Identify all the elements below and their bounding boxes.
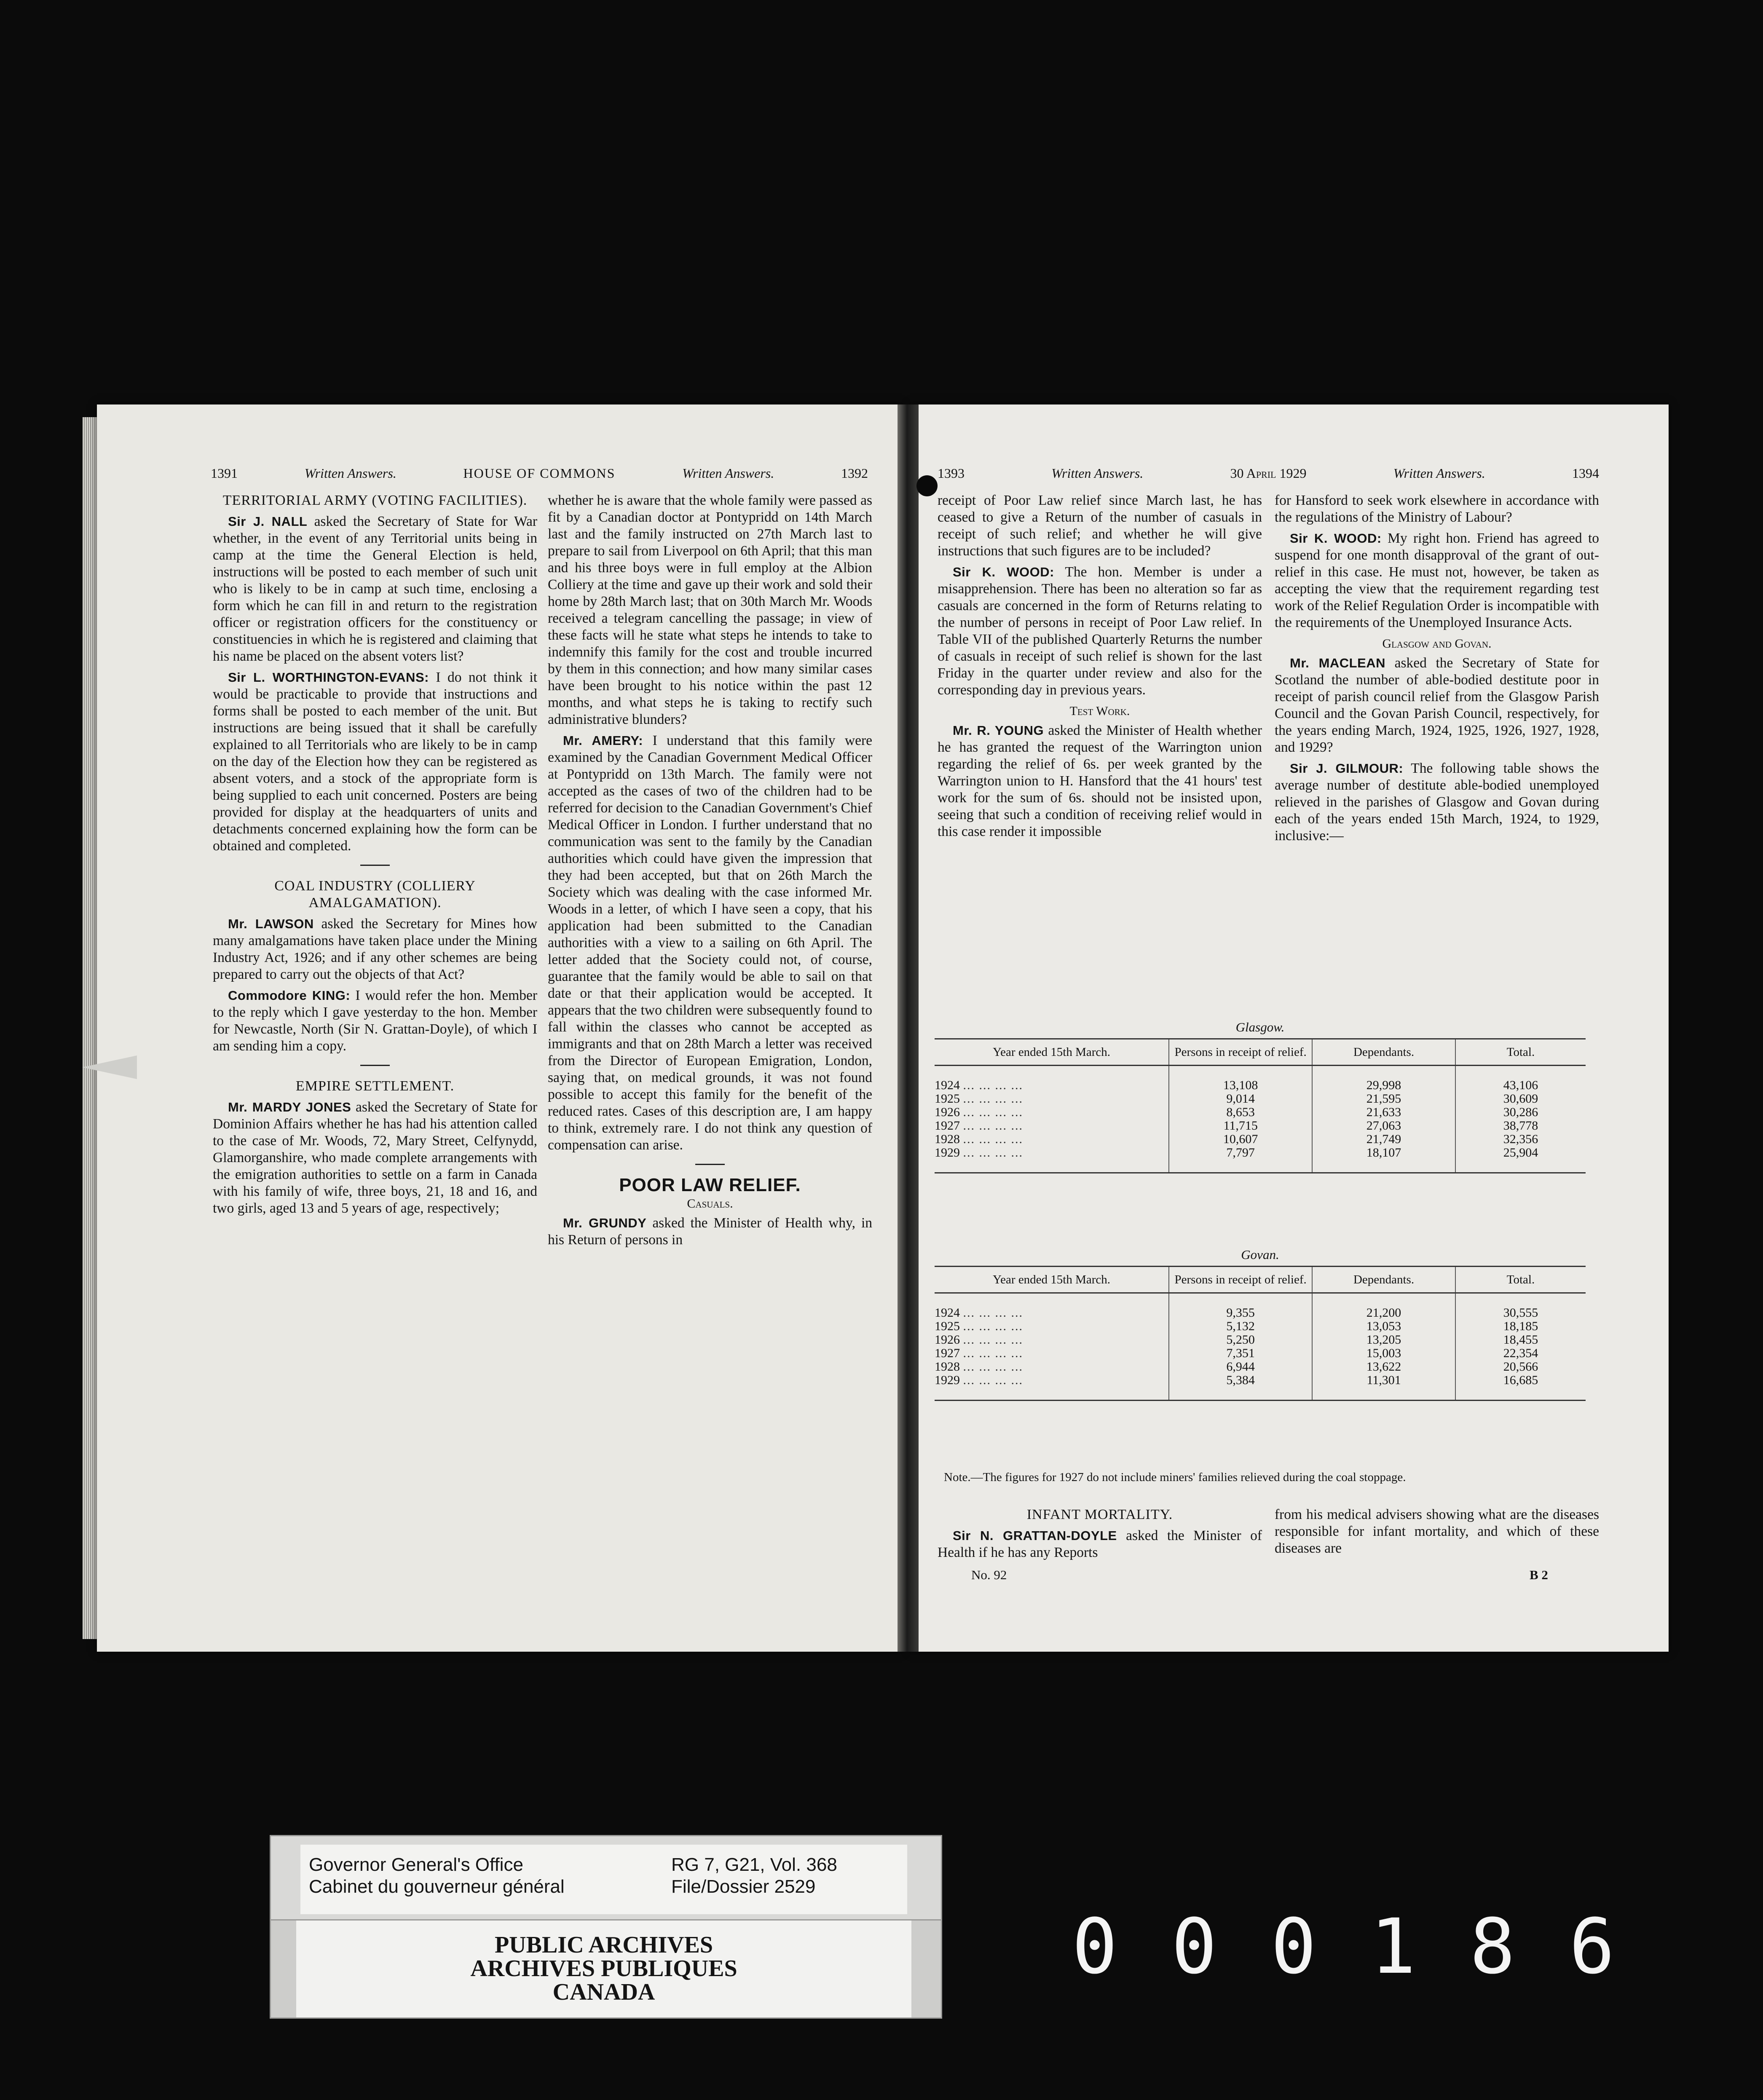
paragraph <box>938 722 1262 840</box>
year-cell <box>935 1133 1169 1146</box>
running-date: 30 April 1929 <box>1230 466 1307 481</box>
speaker-name: Mr. GRUNDY <box>563 1216 647 1230</box>
dot-leader: ... ... ... ... <box>963 1333 1023 1347</box>
running-head-left <box>211 466 868 481</box>
stamp-line: CANADA <box>552 1979 655 2005</box>
year-value: 1926 <box>935 1333 960 1347</box>
frame-digit: 8 <box>1469 1902 1517 1991</box>
dot-leader: ... ... ... ... <box>963 1373 1023 1387</box>
paragraph <box>548 732 872 1154</box>
frame-number <box>1062 1904 1626 1989</box>
column-5 <box>938 1506 1262 1565</box>
dependants-cell: 13,622 <box>1312 1360 1455 1374</box>
column-6 <box>1275 1506 1599 1561</box>
dependants-cell: 11,301 <box>1312 1374 1455 1401</box>
glasgow-table-block <box>935 1020 1586 1173</box>
total-cell: 25,904 <box>1455 1146 1586 1173</box>
paragraph <box>213 916 537 983</box>
dependants-cell: 13,053 <box>1312 1320 1455 1333</box>
glasgow-table <box>935 1038 1586 1173</box>
persons-cell: 13,108 <box>1169 1066 1312 1093</box>
paragraph-text: I do not think it would be practicable to provide that instructions and forms shall be posted to each member of the unit. But instructions are being issued that it shall be carefully explained to all Territorials who are likely to be in camp on the day of the Election how they can be registered as absent voters, and a stock of the appropriate form is being supplied to each unit concerned. Posters are being provided for display at the headquarters of units and detachments concerned explaining how the form can be obtained and completed. <box>213 670 537 854</box>
paragraph <box>213 987 537 1055</box>
subheading: Casuals. <box>687 1197 733 1211</box>
speaker-name: Sir J. GILMOUR: <box>1290 761 1404 776</box>
dot-leader: ... ... ... ... <box>963 1360 1023 1374</box>
subheading: Glasgow and Govan. <box>1382 637 1492 651</box>
table-row <box>935 1374 1586 1401</box>
paragraph-text: The following table shows the average number of destitute able-bodied unemployed relieved in the parishes of Glasgow and Govan during each of the years ended 15th March, 1924, to 1929, inclusive:— <box>1275 761 1599 844</box>
govan-table-block <box>935 1247 1586 1401</box>
dot-leader: ... ... ... ... <box>963 1092 1023 1106</box>
year-value: 1927 <box>935 1346 960 1360</box>
speaker-name: Sir J. NALL <box>228 514 308 529</box>
speaker-name: Mr. LAWSON <box>228 916 314 931</box>
divider <box>695 1164 725 1165</box>
year-cell <box>935 1333 1169 1347</box>
paragraph-text: asked the Minister of Health why, in his Return of persons in <box>548 1215 872 1248</box>
archive-stamp-label <box>270 1919 942 2019</box>
paragraph: receipt of Poor Law relief since March last, he has ceased to give a Return of the number of casuals in receipt of such relief; and whether he will give instructions that such figures are to be included? <box>938 493 1262 559</box>
frame-digit: 6 <box>1569 1902 1617 1991</box>
total-cell: 30,609 <box>1455 1092 1586 1106</box>
book-gutter <box>898 404 919 1652</box>
column-header: Total. <box>1455 1039 1586 1066</box>
paragraph: for Hansford to seek work elsewhere in accordance with the regulations of the Ministry of Labour? <box>1275 493 1599 525</box>
label-line: Governor General's Office <box>309 1854 523 1875</box>
running-head-right <box>938 466 1599 481</box>
stamp-line: ARCHIVES PUBLIQUES <box>470 1955 737 1982</box>
frame-digit: 0 <box>1072 1902 1120 1991</box>
label-line: Cabinet du gouverneur général <box>309 1876 565 1897</box>
dot-leader: ... ... ... ... <box>963 1119 1023 1133</box>
year-value: 1924 <box>935 1078 960 1092</box>
column-header: Dependants. <box>1312 1039 1455 1066</box>
section-heading-large: POOR LAW RELIEF. <box>619 1175 801 1195</box>
dependants-cell: 21,633 <box>1312 1106 1455 1119</box>
persons-cell: 8,653 <box>1169 1106 1312 1119</box>
table-row <box>935 1293 1586 1320</box>
persons-cell: 9,014 <box>1169 1092 1312 1106</box>
persons-cell: 5,384 <box>1169 1374 1312 1401</box>
paragraph-text: I would refer the hon. Member to the reply which I gave yesterday to the hon. Member for Newcastle, North (Sir N. Grattan-Doyle), of which I am sending him a copy. <box>213 988 538 1054</box>
hole-punch <box>916 475 938 496</box>
year-cell <box>935 1119 1169 1133</box>
year-value: 1924 <box>935 1306 960 1320</box>
govan-table <box>935 1266 1586 1401</box>
paragraph: from his medical advisers showing what are the diseases responsible for infant mortality, and which of these diseases are <box>1275 1507 1599 1556</box>
persons-cell: 5,132 <box>1169 1320 1312 1333</box>
year-cell <box>935 1347 1169 1360</box>
dependants-cell: 21,749 <box>1312 1133 1455 1146</box>
table-title: Govan. <box>1241 1247 1279 1262</box>
signature-mark: B 2 <box>1530 1567 1548 1582</box>
table-body <box>935 1293 1586 1401</box>
persons-cell: 11,715 <box>1169 1119 1312 1133</box>
paragraph <box>213 669 537 854</box>
running-section: Written Answers. <box>682 466 774 481</box>
section-heading: COAL INDUSTRY (COLLIERY AMALGAMATION). <box>274 878 476 911</box>
persons-cell: 5,250 <box>1169 1333 1312 1347</box>
paragraph <box>1275 530 1599 631</box>
frame-digit: 0 <box>1171 1902 1219 1991</box>
running-section: Written Answers. <box>1051 466 1144 481</box>
speaker-name: Commodore KING: <box>228 988 351 1003</box>
running-section: Written Answers. <box>304 466 397 481</box>
speaker-name: Sir N. GRATTAN-DOYLE <box>953 1528 1117 1543</box>
page-number: 1391 <box>211 466 238 481</box>
paragraph: whether he is aware that the whole family were passed as fit by a Canadian doctor at Pontypridd on 14th March last and the family instructed on 27th March last to prepare to sail from Liverpool on 6th April; that this man and his three boys were in full employ at the Albion Colliery at the time and gave up their work and sold their home by 28th March last; that on 30th March Mr. Woods received a telegram cancelling the passage; in view of these facts will he state what steps he intends to take to indemnify this family for the cost and trouble incurred by them in this connection; and how many similar cases have been brought to his notice within the past 12 months, and what steps he is taking to rectify such administrative blunders? <box>548 493 872 727</box>
paragraph-text: My right hon. Friend has agreed to suspend for one month disapproval of the grant of out-relief in this case. He must not, however, be taken as accepting the view that the requirement regarding test work of the Relief Regulation Order is incompatible with the requirements of the Unemployed Insurance Acts. <box>1275 530 1599 630</box>
year-value: 1926 <box>935 1105 960 1119</box>
total-cell: 32,356 <box>1455 1133 1586 1146</box>
table-row <box>935 1146 1586 1173</box>
paragraph <box>938 1527 1262 1561</box>
dependants-cell: 13,205 <box>1312 1333 1455 1347</box>
label-office <box>309 1854 565 1898</box>
column-header: Persons in receipt of relief. <box>1169 1039 1312 1066</box>
year-value: 1925 <box>935 1319 960 1333</box>
speaker-name: Mr. MARDY JONES <box>228 1100 351 1114</box>
persons-cell: 6,944 <box>1169 1360 1312 1374</box>
subheading: Test Work. <box>1069 704 1130 718</box>
speaker-name: Mr. R. YOUNG <box>953 723 1044 738</box>
stamp-line: PUBLIC ARCHIVES <box>494 1932 713 1958</box>
total-cell: 16,685 <box>1455 1374 1586 1401</box>
label-card <box>300 1845 907 1914</box>
table-row <box>935 1066 1586 1093</box>
year-value: 1928 <box>935 1360 960 1374</box>
page-number: 1393 <box>938 466 965 481</box>
column-3 <box>938 492 1262 844</box>
table-row <box>935 1106 1586 1119</box>
year-cell <box>935 1106 1169 1119</box>
speaker-name: Sir K. WOOD: <box>1290 531 1382 546</box>
table-row <box>935 1092 1586 1106</box>
pen-tip <box>82 1055 137 1079</box>
running-title: HOUSE OF COMMONS <box>463 466 616 481</box>
section-heading: EMPIRE SETTLEMENT. <box>295 1078 455 1094</box>
column-header: Year ended 15th March. <box>935 1039 1169 1066</box>
total-cell: 22,354 <box>1455 1347 1586 1360</box>
table-header-row <box>935 1039 1586 1066</box>
column-1 <box>213 492 537 1221</box>
total-cell: 20,566 <box>1455 1360 1586 1374</box>
column-header: Year ended 15th March. <box>935 1267 1169 1293</box>
total-cell: 30,555 <box>1455 1293 1586 1320</box>
paragraph-text: asked the Minister of Health if he has any Reports <box>938 1528 1262 1560</box>
page-number: 1392 <box>841 466 868 481</box>
total-cell: 30,286 <box>1455 1106 1586 1119</box>
dot-leader: ... ... ... ... <box>963 1346 1023 1360</box>
dependants-cell: 15,003 <box>1312 1347 1455 1360</box>
dot-leader: ... ... ... ... <box>963 1146 1023 1160</box>
table-title: Glasgow. <box>1235 1020 1285 1034</box>
table-row <box>935 1320 1586 1333</box>
label-line: RG 7, G21, Vol. 368 <box>671 1854 837 1875</box>
year-value: 1929 <box>935 1373 960 1387</box>
divider <box>360 865 390 866</box>
dot-leader: ... ... ... ... <box>963 1132 1023 1146</box>
year-cell <box>935 1066 1169 1093</box>
label-reference <box>671 1854 837 1898</box>
column-2 <box>548 492 872 1253</box>
speaker-name: Sir K. WOOD: <box>953 565 1054 579</box>
table-row <box>935 1119 1586 1133</box>
dot-leader: ... ... ... ... <box>963 1306 1023 1320</box>
paragraph <box>938 564 1262 699</box>
paragraph-text: I understand that this family were examined by the Canadian Government Medical Officer at Pontypridd on 13th March. The family were not accepted as the cases of two of the children had to be referred for decision to the Canadian Government's Chief Medical Officer in London. I further understand that no communication was sent to the family by the Canadian authorities which could have given the impression that they had been accepted, but that on 26th March the Society which was dealing with the case informed Mr. Woods in a letter, of which I have seen a copy, that his application had been submitted to the Canadian authorities with a view to a sailing on 6th April. The letter added that the Society could not, of course, guarantee that the family would be able to sail on that date or that their application would be accepted. It appears that the two children were subsequently found to fall within the classes who cannot be accepted as immigrants and that on 28th March a letter was received from the Director of European Emigration, London, saying that, on medical grounds, it was not found possible to accept this family for the benefit of the reduced rates. Cases of this description are, I am happy to think, extremely rare. I do not think any question of compensation can arise. <box>548 733 873 1153</box>
dependants-cell: 21,595 <box>1312 1092 1455 1106</box>
paragraph <box>1275 655 1599 756</box>
paragraph-text: The hon. Member is under a misapprehension. There has been no alteration so far as casuals are concerned in the form of Returns relating to the number of persons in receipt of Poor Law relief. In Table VII of the published Quarterly Returns the number of casuals in receipt of such relief is shown for the last Friday in the quarter under review and also for the corresponding day in previous years. <box>938 564 1262 698</box>
year-value: 1929 <box>935 1146 960 1160</box>
year-value: 1927 <box>935 1119 960 1133</box>
dependants-cell: 18,107 <box>1312 1146 1455 1173</box>
dot-leader: ... ... ... ... <box>963 1078 1023 1092</box>
table-row <box>935 1360 1586 1374</box>
total-cell: 38,778 <box>1455 1119 1586 1133</box>
year-cell <box>935 1360 1169 1374</box>
column-header: Dependants. <box>1312 1267 1455 1293</box>
paragraph-text: asked the Secretary of State for War whether, in the event of any Territorial units being in camp at the time the General Election is held, instructions will be posted to each member of such unit who is likely to be in camp at such time, enclosing a form which he can fill in and return to the registration officer or registration officers for the constituency or constituencies in which he is registered and claiming that his name be placed on the absent voters list? <box>213 514 537 664</box>
table-row <box>935 1347 1586 1360</box>
persons-cell: 7,797 <box>1169 1146 1312 1173</box>
running-section: Written Answers. <box>1393 466 1485 481</box>
paragraph-text: asked the Secretary of State for Scotland the number of able-bodied destitute poor in receipt of parish council relief from the Glasgow Parish Council and the Govan Parish Council, respectively, for the years ending March, 1924, 1925, 1926, 1927, 1928, and 1929? <box>1275 655 1599 755</box>
persons-cell: 10,607 <box>1169 1133 1312 1146</box>
year-cell <box>935 1374 1169 1401</box>
frame-digit: 1 <box>1370 1902 1418 1991</box>
dot-leader: ... ... ... ... <box>963 1105 1023 1119</box>
dot-leader: ... ... ... ... <box>963 1319 1023 1333</box>
table-header-row <box>935 1267 1586 1293</box>
paragraph <box>548 1215 872 1248</box>
persons-cell: 7,351 <box>1169 1347 1312 1360</box>
stamp-card <box>296 1921 911 2017</box>
dependants-cell: 27,063 <box>1312 1119 1455 1133</box>
total-cell: 43,106 <box>1455 1066 1586 1093</box>
page-number: 1394 <box>1572 466 1599 481</box>
total-cell: 18,455 <box>1455 1333 1586 1347</box>
paragraph-text: asked the Secretary of State for Dominion Affairs whether he has had his attention called to the case of Mr. Woods, 72, Mary Street, Celfynydd, Glamorganshire, who made complete arrangements with the emigration authorities to settle on a farm in Canada with his family of wife, three boys, 21, 18 and 16, and two girls, aged 13 and 5 years of age, respectively; <box>213 1099 537 1216</box>
column-header: Total. <box>1455 1267 1586 1293</box>
column-header: Persons in receipt of relief. <box>1169 1267 1312 1293</box>
paragraph <box>213 513 537 665</box>
table-row <box>935 1133 1586 1146</box>
issue-number: No. 92 <box>971 1567 1007 1582</box>
year-cell <box>935 1293 1169 1320</box>
year-cell <box>935 1320 1169 1333</box>
section-heading: TERRITORIAL ARMY (VOTING FACILITIES). <box>222 493 528 508</box>
archive-reference-label <box>270 1835 942 1922</box>
paragraph-text: asked the Minister of Health whether he has granted the request of the Warrington union regarding the relief of 6s. per week granted by the Warrington union to H. Hansford that the 41 hours' test work for the sum of 6s. should not be insisted upon, seeing that such a condition of receiving relief would in this case render it impossible <box>938 723 1262 839</box>
section-heading: INFANT MORTALITY. <box>1026 1507 1173 1522</box>
dependants-cell: 21,200 <box>1312 1293 1455 1320</box>
year-value: 1928 <box>935 1132 960 1146</box>
persons-cell: 9,355 <box>1169 1293 1312 1320</box>
total-cell: 18,185 <box>1455 1320 1586 1333</box>
speaker-name: Mr. MACLEAN <box>1290 656 1386 670</box>
speaker-name: Sir L. WORTHINGTON-EVANS: <box>228 670 429 685</box>
year-cell <box>935 1146 1169 1173</box>
paragraph-text: asked the Secretary for Mines how many amalgamations have taken place under the Mining Industry Act, 1926; and if any other schemes are being prepared to carry out the objects of that Act? <box>213 916 538 982</box>
column-4 <box>1275 492 1599 849</box>
paragraph <box>213 1099 537 1217</box>
speaker-name: Mr. AMERY: <box>563 733 643 748</box>
label-line: File/Dossier 2529 <box>671 1876 816 1897</box>
divider <box>360 1065 390 1066</box>
table-row <box>935 1333 1586 1347</box>
dependants-cell: 29,998 <box>1312 1066 1455 1093</box>
year-cell <box>935 1092 1169 1106</box>
year-value: 1925 <box>935 1092 960 1106</box>
table-note: Note.—The figures for 1927 do not include miners' families relieved during the coal stoppage. <box>944 1471 1406 1484</box>
frame-digit: 0 <box>1270 1902 1318 1991</box>
table-body <box>935 1066 1586 1173</box>
paragraph <box>1275 760 1599 844</box>
